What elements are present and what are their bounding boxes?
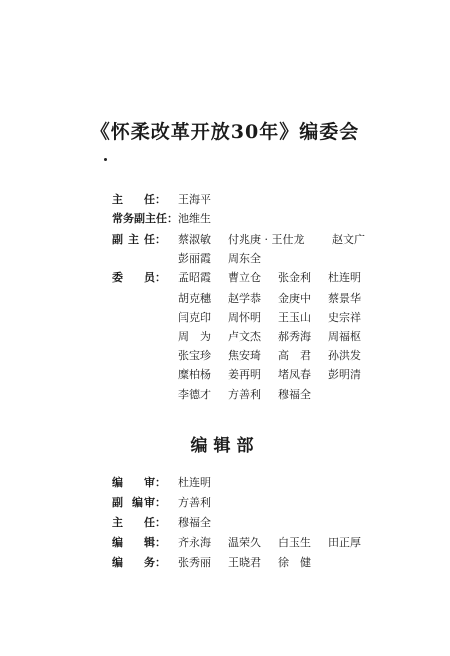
name-group bbox=[178, 330, 378, 344]
committee-title: 《怀柔改革开放30年》编委会 bbox=[90, 121, 360, 143]
name-group bbox=[178, 388, 328, 402]
person-name: 周福枢 bbox=[328, 330, 361, 343]
person-name: 方善利 bbox=[228, 388, 261, 401]
person-name: 糜柏杨 bbox=[178, 368, 211, 381]
role-part: 主 bbox=[128, 233, 139, 246]
name-group bbox=[178, 368, 378, 382]
person-name: 郝秀海 bbox=[278, 330, 311, 343]
person-name: 孟昭霞 bbox=[178, 271, 211, 284]
person-name: 史宗祥 bbox=[328, 311, 361, 324]
name-group bbox=[178, 516, 228, 530]
person-name: 杜连明 bbox=[178, 476, 211, 489]
name-group bbox=[178, 252, 278, 266]
person-name: 付兆庚 · 王仕龙 bbox=[228, 233, 305, 246]
role-part: 审： bbox=[144, 476, 166, 489]
person-name: 张金利 bbox=[278, 271, 311, 284]
person-name: 蔡淑敏 bbox=[178, 233, 211, 246]
person-name: 胡克穗 bbox=[178, 292, 211, 305]
name-group bbox=[178, 556, 328, 570]
person-name: 齐永海 bbox=[178, 536, 211, 549]
role-part: 主 bbox=[112, 193, 123, 206]
role-part: 任： bbox=[144, 233, 166, 246]
person-name: 金庚中 bbox=[278, 292, 311, 305]
person-name: 彭明清 bbox=[328, 368, 361, 381]
name-group bbox=[178, 193, 228, 207]
role-part: 任： bbox=[144, 516, 166, 529]
person-name: 赵文广 bbox=[332, 233, 365, 246]
person-name: 王晓君 bbox=[228, 556, 261, 569]
person-name: 王海平 bbox=[178, 193, 211, 206]
name-group bbox=[178, 271, 378, 285]
role-part: 员： bbox=[144, 271, 166, 284]
person-name: 杜连明 bbox=[328, 271, 361, 284]
name-group bbox=[178, 233, 382, 247]
name-group bbox=[178, 311, 378, 325]
role-part: 常务副主任： bbox=[112, 212, 178, 225]
person-name: 曹立仓 bbox=[228, 271, 261, 284]
person-name: 姜再明 bbox=[228, 368, 261, 381]
role-part: 编 bbox=[132, 496, 143, 509]
person-name: 李德才 bbox=[178, 388, 211, 401]
name-group bbox=[178, 212, 228, 226]
person-name: 张秀丽 bbox=[178, 556, 211, 569]
person-name: 堵凤春 bbox=[278, 368, 311, 381]
role-part: 审： bbox=[144, 496, 166, 509]
name-group bbox=[178, 292, 378, 306]
person-name: 穆福全 bbox=[278, 388, 311, 401]
name-group bbox=[178, 349, 378, 363]
role-part: 任： bbox=[144, 193, 166, 206]
person-name: 彭丽霞 bbox=[178, 252, 211, 265]
name-group bbox=[178, 496, 228, 510]
person-name: 田正厚 bbox=[328, 536, 361, 549]
person-name: 蔡景华 bbox=[328, 292, 361, 305]
role-part: 主 bbox=[112, 516, 123, 529]
person-name: 周怀明 bbox=[228, 311, 261, 324]
role-part: 副 bbox=[112, 496, 123, 509]
role-part: 副 bbox=[112, 233, 123, 246]
speck-mark bbox=[104, 158, 107, 161]
person-name: 张宝珍 bbox=[178, 349, 211, 362]
person-name: 池维生 bbox=[178, 212, 211, 225]
role-part: 务： bbox=[144, 556, 166, 569]
person-name: 卢文杰 bbox=[228, 330, 261, 343]
person-name: 徐 健 bbox=[278, 556, 311, 569]
role-part: 委 bbox=[112, 271, 123, 284]
role-part: 编 bbox=[112, 536, 123, 549]
person-name: 王玉山 bbox=[278, 311, 311, 324]
role-part: 编 bbox=[112, 476, 123, 489]
editorial-title: 编辑部 bbox=[190, 436, 260, 456]
person-name: 周 为 bbox=[178, 330, 211, 343]
person-name: 穆福全 bbox=[178, 516, 211, 529]
person-name: 白玉生 bbox=[278, 536, 311, 549]
person-name: 孙洪发 bbox=[328, 349, 361, 362]
person-name: 闫克印 bbox=[178, 311, 211, 324]
role-part: 辑： bbox=[144, 536, 166, 549]
person-name: 方善利 bbox=[178, 496, 211, 509]
role-part: 编 bbox=[112, 556, 123, 569]
person-name: 温荣久 bbox=[228, 536, 261, 549]
person-name: 周东全 bbox=[228, 252, 261, 265]
person-name: 焦安琦 bbox=[228, 349, 261, 362]
person-name: 高 君 bbox=[278, 349, 311, 362]
name-group bbox=[178, 536, 378, 550]
person-name: 赵学恭 bbox=[228, 292, 261, 305]
name-group bbox=[178, 476, 228, 490]
